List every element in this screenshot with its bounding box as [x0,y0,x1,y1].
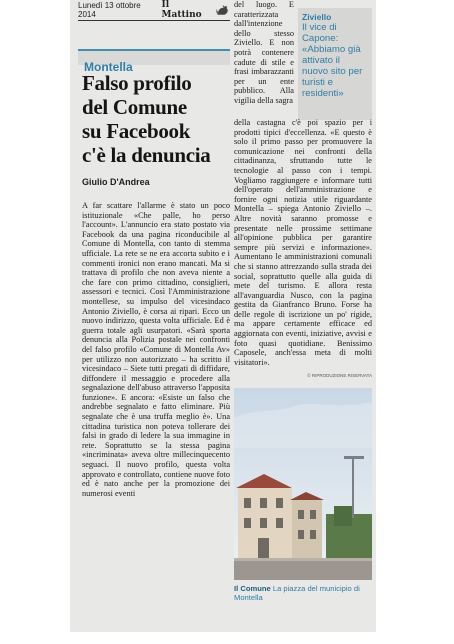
headline-line: su Facebook [82,119,191,143]
article-body-narrow [234,0,294,118]
quote-boxout [298,8,372,120]
caption-text: La piazza del municipio di Montella [234,584,360,603]
byline: Giulio D'Andrea [82,177,150,187]
copyright-notice: © RIPRODUZIONE RISERVATA [307,373,372,379]
photo-caption [234,584,372,602]
newspaper-clipping [70,0,376,632]
rooster-icon [215,3,230,17]
town-hall-photo [234,388,372,580]
masthead [78,0,230,20]
masthead-date: Lunedì 13 ottobre 2014 [78,1,141,19]
boxout-place: Ziviello [302,12,332,22]
headline-line: del Comune [82,95,187,119]
masthead-paper-name: Il Mattino [161,0,202,20]
article-text: A far scattare l'allarme è stato un poco istituzionale «Che palle, ho perso l'account». L'annuncio era stato postato via Facebook da una pagina riconducibile al Comune di Montella, con tanto di stemma ufficiale. La rete se ne era accorta subito e i commenti ironici non erano mancati. Ma si trattava di profilo che non aveva niente a che fare con primo cittadino, consiglieri, assessori e tecnici. Così l'Amministrazione montellese, su impulso del vicesindaco Antonio Ziviello, è corsa ai ripari. Ecco un nuovo indirizzo, questa volta ufficiale. Ed è guerra totale agli usurpatori. «Sarà sporta denuncia alla Polizia postale nei confronti del falso profilo «Comune di Montella Av» per utilizzo non autorizzato – ha scritto il vicesindaco – Siete tutti pregati di diffidare, diffondere il messaggio e procedere alla segnalazione dell'abuso attraverso l'apposita funzione». E ancora: «Esiste un falso che andrebbe segnalato e fatto eliminare. Più segnalate che è una truffa meglio è». Una cittadina turistica non poteva tollerare dei falsi in grado di ledere la sua immagine in rete. Soprattutto se la stessa pagina «incriminata» aveva oltre millecinquecento seguaci. Il nuovo profilo, questa volta approvato e controllato, contiene nuove foto ed è nato anche per la promozione dei numerosi eventi [82,201,230,498]
article-body-right [234,118,372,367]
article-text-right: della castagna c'è poi spazio per i prodotti tipici d'eccellenza. «E questo è solo il primo passo per promuovere la comunicazione nei confronti della cittadinanza, sfruttando tutte le tecnologie al passo con i tempi. Vogliamo raggiungere e informare tutti dell'operato dell'amministrazione e fornire ogni notizia utile riguardante Montella – spiega Antonio Ziviello –. Altre novità saranno promosse e presentate nelle prossime settimane all'opinione pubblica per garantire sempre più servizi e informazione». Aumentano le amministrazioni comunali che si stanno attrezzando sulla strada dei social, soprattutto quelle alla guida di mete del turismo. E allora resta all'avanguardia Nusco, con la pagina gestita da Gianfranco Bruno. Forse ha delle regole di iscrizione un po' rigide, ma appare certamente efficace ed aggiornata con eventi, iniziative, avvisi e foto quasi quotidiane. Benissimo Caposele, anch'essa meta di molti visitatori». [234,118,372,367]
section-label: Montella [84,60,133,74]
left-column [78,0,230,632]
headline [82,71,230,167]
right-top-block [234,0,372,118]
article-text-continued: del luogo. E caratterizzata dall'intenzione dello stesso Ziviello. E non potrà contenere cadute di stile e frasi imbarazzanti per un ente pubblico. Alla vigilia della sagra [234,0,294,105]
headline-line: c'è la denuncia [82,143,211,167]
article-body-left [82,201,230,498]
boxout-quote: Il vice di Capone: «Abbiamo già attivato il nuovo sito per turisti e residenti» [302,22,363,99]
right-column [234,0,372,632]
masthead-rule [78,20,230,21]
caption-title: Il Comune [234,584,271,594]
photo-illustration [234,388,372,580]
headline-line: Falso profilo [82,71,192,95]
